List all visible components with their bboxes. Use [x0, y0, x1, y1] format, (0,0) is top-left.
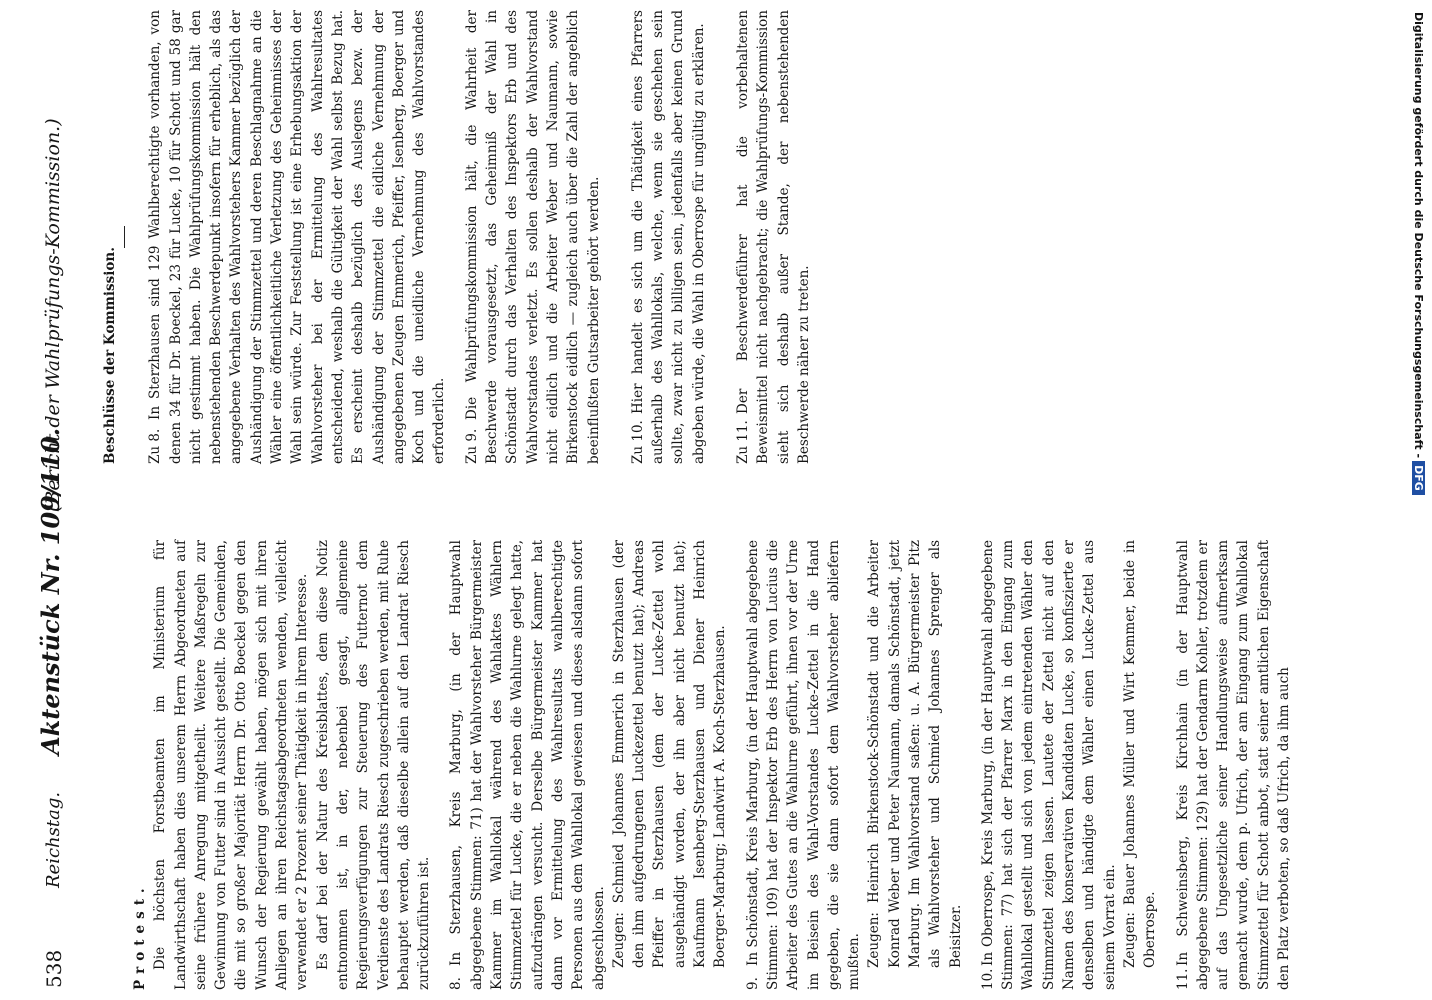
header-reichstag: Reichstag.	[43, 791, 64, 888]
protest-item-8	[446, 540, 608, 990]
item-text: In Oberrospe, Kreis Marburg, (in der Hauptwahl abgegebene Stimmen: 77) hat sich der Pfarrer Marx in den Eingang zum Wahllokal gestellt und sich von jedem eintretenden Wähler den Stimmzettel zeigen lassen. Lautete der Zettel nicht auf den Namen des konservativen Kandidaten Lucke, so konfiszierte er denselben und händigte dem Wähler einen Lucke-Zettel aus seinem Vorrat ein.	[979, 540, 1118, 990]
header-bericht: (Bericht der Wahlprüfungs-Kommission.)	[42, 118, 64, 512]
heading-rule	[124, 226, 125, 248]
protest-intro-paragraph-1: Die höchsten Forstbeamten im Ministerium für Landwirthschaft haben dies unserem Herrn Abgeordneten auf seine frühere Anregung mitgetheilt. Weitere Maßregeln zur Gewinnung von Futter sind in Aussicht gestellt. Die Gemeinden, die mit so großer Majorität Herrn Dr. Otto Boeckel gegen den Wunsch der Regierung gewählt haben, mögen sich mit ihren Anliegen an ihren Reichstagsabgeordneten wenden, vielleicht verwendet er 2 Prozent seiner Thätigkeit in ihrem Interesse.	[152, 540, 311, 990]
decision-label: Zu 9.	[463, 428, 480, 464]
dfg-logo-badge: DFG	[1412, 461, 1425, 495]
decision-text: In Sterzhausen sind 129 Wahlberechtigte vorhanden, von denen 34 für Dr. Boeckel, 23 für Lucke, 10 für Schott und 58 gar nicht gestimmt haben. Die Wahlprüfungskommission hält den nebenstehenden Beschwerdepunkt insofern für erheblich, als das angegebene Verhalten des Wahlvorstehers Kammer bezüglich der Aushändigung der Stimmzettel und deren Beschlagnahme an die Wähler eine öffentlichkeitliche Verletzung des Geheimnisses der Wahl sein würde. Zur Feststellung ist eine Erhebungsaktion der Wahlvorsteher bei der Ermittelung des Wahlresultates entscheidend, weshalb die Gültigkeit der Wahl selbst Bezug hat. Es erscheint deshalb bezüglich des Auslegens bezw. der Aushändigung der Stimmzettel die eidliche Vernehmung der angegebenen Zeugen Emmerich, Pfeiffer, Isenberg, Boerger und Koch und die uneidliche Vernehmung des Wahlvorstandes erforderlich.	[147, 10, 448, 464]
decision-label: Zu 10.	[629, 420, 646, 464]
right-column-beschluesse	[100, 10, 814, 464]
item-9-witnesses: Zeugen: Heinrich Birkenstock-Schönstadt und die Arbeiter Konrad Weber und Peter Naumann, damals Schönstadt, jetzt Marburg. Im Wahlvorstand saßen: u. A. Bürgermeister Pitz als Wahlvorsteher und Schmied Johannes Sprenger als Beisitzer.	[866, 540, 964, 968]
decision-zu-11	[733, 10, 814, 464]
decision-text: Der Beschwerdeführer hat die vorbehaltenen Beweismittel nicht nachgebracht; die Wahlprüfungs-Kommission sieht sich deshalb außer Stande, der nebenstehenden Beschwerde näher zu treten.	[735, 10, 812, 464]
item-number: 8.	[448, 977, 465, 990]
page-number: 538	[42, 949, 66, 988]
item-number: 11.	[1174, 968, 1191, 990]
item-8-witnesses: Zeugen: Schmied Johannes Emmerich in Sterzhausen (der den ihm aufgedrungenen Luckezettel benutzt hat); Andreas Pfeiffer in Sterzhausen (dem der Lucke-Zettel wohl ausgehändigt worden, der ihn aber nicht benutzt hat); Kaufmann Isenberg-Sterzhausen und Diener Heinrich Boerger-Marburg; Landwirt A. Koch-Sterzhausen.	[610, 540, 729, 968]
commission-heading: Beschlüsse der Kommission.	[102, 247, 118, 464]
protest-intro-paragraph-2: Es darf bei der Natur des Kreisblattes, dem diese Notiz entnommen ist, in der, nebenbei gesagt, allgemeine Regierungsverfügungen zur Steuerung des Futternot dem Verdienste des Landrats Riesch zugeschrieben werden, mit Ruhe behauptet werden, daß dieselbe allein auf den Landrat Riesch zurückzuführen ist.	[314, 540, 433, 990]
protest-item-11	[1173, 540, 1295, 990]
decision-label: Zu 8.	[147, 428, 164, 464]
item-number: 10.	[979, 968, 996, 990]
item-text: In Schönstadt, Kreis Marburg, (in der Hauptwahl abgegebene Stimmen: 109) hat der Inspektor Erb des Herrn von Lucius die Arbeiter des Gutes an die Wahlurne geführt, ihnen vor der Urne im Beisein des Wahl-Vorstandes Lucke-Zettel in die Hand gegeben, die sie dann sofort dem Wahlvorsteher abliefern mußten.	[744, 540, 863, 990]
item-number: 9.	[744, 977, 761, 990]
left-column-protest	[130, 540, 1294, 990]
decision-text: Die Wahlprüfungskommission hält, die Wahrheit der Beschwerde vorausgesetzt, das Geheimniß der Wahl in Schönstadt durch das Verhalten des Inspektors Erb und des Wahlvorstandes verletzt. Es sollen deshalb der Wahlvorstand nicht eidlich und die Arbeiter Weber und Naumann, sowie Birkenstock eidlich — zugleich auch über die Zahl der angeblich beeinflußten Gutsarbeiter gehört werden.	[463, 10, 602, 464]
decision-label: Zu 11.	[735, 420, 752, 464]
decision-zu-10	[628, 10, 709, 464]
digitization-credit-text: Digitalisierung gefördert durch die Deutsche Forschungsgemeinschaft -	[1412, 12, 1425, 459]
protest-item-10	[978, 540, 1120, 990]
protest-item-9	[743, 540, 865, 990]
item-10-witnesses: Zeugen: Bauer Johannes Müller und Wirt Kemmer, beide in Oberrospe.	[1121, 540, 1159, 968]
protest-heading: Protest.	[132, 882, 148, 990]
decision-text: Hier handelt es sich um die Thätigkeit eines Pfarrers außerhalb des Wahllokals, welche, wenn sie geschehen sein sollte, zwar nicht zu billigen sein, jedenfalls aber keinen Grund abgeben würde, die Wahl in Oberrospe für ungültig zu erklären.	[629, 10, 707, 464]
item-text: In Schweinsberg, Kreis Kirchhain (in der Hauptwahl abgegebene Stimmen: 129) hat der Gendarm Kohler, trotzdem er auf das Ungesetzliche seiner Handlungsweise aufmerksam gemacht wurde, dem p. Ufrich, der am Eingang zum Wahllokal Stimmzettel für Schott anbot, statt seiner amtlichen Eigenschaft den Platz verboten, so daß Ufrich, da ihm auch	[1174, 540, 1293, 990]
header-aktenstueck: Aktenstück Nr. 109/110.	[36, 427, 65, 755]
decision-zu-8	[145, 10, 449, 464]
digitization-credit	[1402, 6, 1426, 996]
page-header	[32, 0, 72, 1000]
decision-zu-9	[462, 10, 604, 464]
item-text: In Sterzhausen, Kreis Marburg, (in der Hauptwahl abgegebene Stimmen: 71) hat der Wahlvorsteher Bürgermeister Kammer im Wahllokal während des Wahlaktes Wählern Stimmzettel für Lucke, die er neben die Wahlurne gelegt hatte, aufzudrängen versucht. Derselbe Bürgermeister Kammer hat dann vor Ermittelung des Wahlresultats wahlberechtigte Personen aus dem Wahllokal gewiesen und dieses alsdann sofort abgeschlossen.	[448, 540, 607, 990]
